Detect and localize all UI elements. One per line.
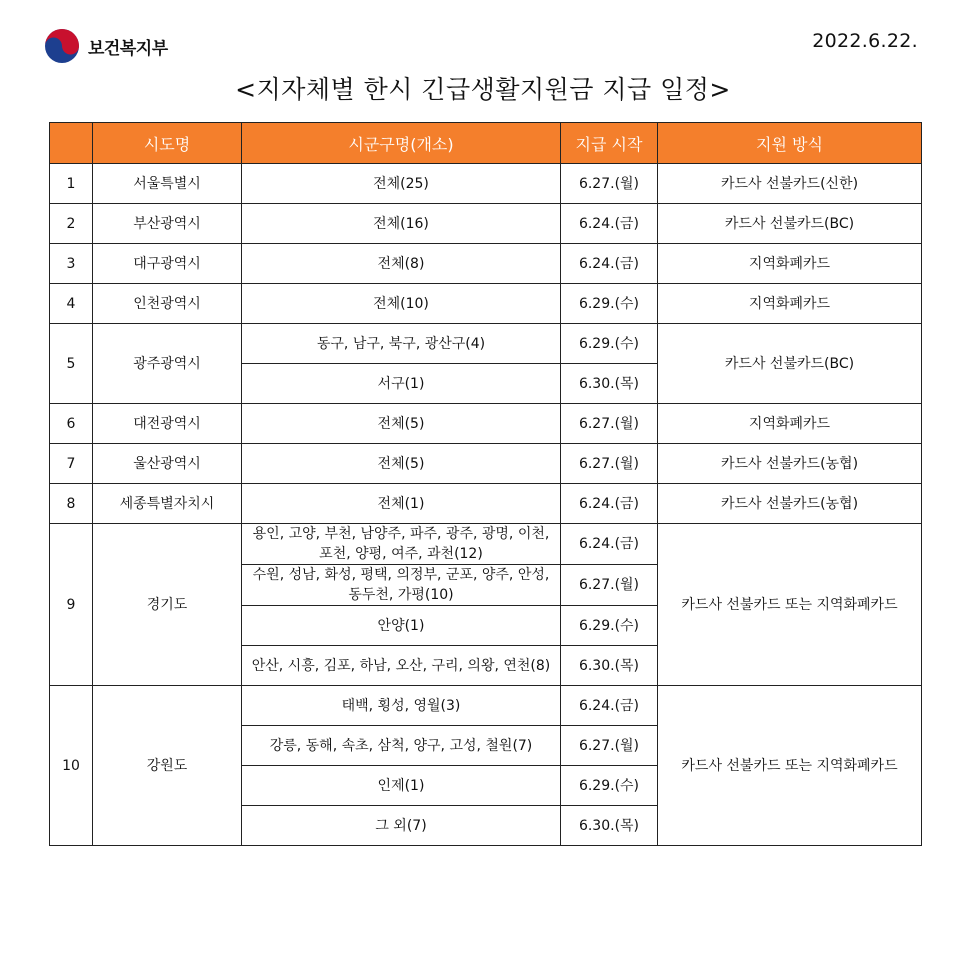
start-date: 6.24.(금) (561, 204, 658, 244)
region-name: 울산광역시 (93, 444, 242, 484)
start-date: 6.27.(월) (561, 565, 658, 606)
start-date: 6.27.(월) (561, 444, 658, 484)
district-list: 그 외(7) (242, 806, 561, 846)
support-method: 카드사 선불카드 또는 지역화폐카드 (658, 686, 922, 846)
region-name: 대전광역시 (93, 404, 242, 444)
region-name: 대구광역시 (93, 244, 242, 284)
table-body (50, 164, 922, 846)
row-number: 2 (50, 204, 93, 244)
row-number: 10 (50, 686, 93, 846)
header-number (50, 123, 93, 164)
table-row (50, 404, 922, 444)
row-number: 1 (50, 164, 93, 204)
start-date: 6.30.(목) (561, 646, 658, 686)
district-list: 전체(1) (242, 484, 561, 524)
start-date: 6.29.(수) (561, 284, 658, 324)
region-name: 부산광역시 (93, 204, 242, 244)
region-name: 경기도 (93, 524, 242, 686)
district-list: 전체(16) (242, 204, 561, 244)
region-name: 강원도 (93, 686, 242, 846)
start-date: 6.27.(월) (561, 404, 658, 444)
district-line: 용인, 고양, 부천, 남양주, 파주, 광주, 광명, 이천, (252, 526, 550, 542)
support-method: 지역화폐카드 (658, 244, 922, 284)
support-method: 카드사 선불카드(농협) (658, 444, 922, 484)
support-method: 카드사 선불카드(농협) (658, 484, 922, 524)
table-row (50, 444, 922, 484)
table-row (50, 686, 922, 726)
start-date: 6.27.(월) (561, 164, 658, 204)
support-method: 지역화폐카드 (658, 284, 922, 324)
district-list: 동구, 남구, 북구, 광산구(4) (242, 324, 561, 364)
support-method: 카드사 선불카드 또는 지역화폐카드 (658, 524, 922, 686)
document-date: 2022.6.22. (812, 30, 918, 52)
support-method: 카드사 선불카드(BC) (658, 204, 922, 244)
district-line: 수원, 성남, 화성, 평택, 의정부, 군포, 양주, 안성, (252, 567, 550, 583)
ministry-logo (44, 28, 168, 64)
district-list: 안산, 시흥, 김포, 하남, 오산, 구리, 의왕, 연천(8) (242, 646, 561, 686)
start-date: 6.27.(월) (561, 726, 658, 766)
table-row (50, 164, 922, 204)
table-row (50, 284, 922, 324)
region-name: 인천광역시 (93, 284, 242, 324)
start-date: 6.24.(금) (561, 686, 658, 726)
table-row (50, 484, 922, 524)
schedule-table (49, 122, 922, 846)
header-region: 시도명 (93, 123, 242, 164)
district-line: 동두천, 가평(10) (348, 587, 454, 603)
district-list: 전체(5) (242, 404, 561, 444)
row-number: 9 (50, 524, 93, 686)
header-method: 지원 방식 (658, 123, 922, 164)
start-date: 6.30.(목) (561, 806, 658, 846)
row-number: 3 (50, 244, 93, 284)
row-number: 8 (50, 484, 93, 524)
header-start-date: 지급 시작 (561, 123, 658, 164)
region-name: 세종특별자치시 (93, 484, 242, 524)
region-name: 서울특별시 (93, 164, 242, 204)
start-date: 6.30.(목) (561, 364, 658, 404)
table-row (50, 524, 922, 565)
row-number: 5 (50, 324, 93, 404)
district-list: 안양(1) (242, 606, 561, 646)
district-list (242, 565, 561, 606)
row-number: 7 (50, 444, 93, 484)
start-date: 6.24.(금) (561, 244, 658, 284)
ministry-name: 보건복지부 (88, 38, 168, 59)
table-row (50, 324, 922, 364)
taegeuk-logo-icon (44, 28, 80, 64)
table-header (50, 123, 922, 164)
start-date: 6.24.(금) (561, 524, 658, 565)
district-list: 강릉, 동해, 속초, 삼척, 양구, 고성, 철원(7) (242, 726, 561, 766)
district-list (242, 524, 561, 565)
support-method: 카드사 선불카드(BC) (658, 324, 922, 404)
district-list: 태백, 횡성, 영월(3) (242, 686, 561, 726)
support-method: 지역화폐카드 (658, 404, 922, 444)
row-number: 4 (50, 284, 93, 324)
support-method: 카드사 선불카드(신한) (658, 164, 922, 204)
start-date: 6.29.(수) (561, 766, 658, 806)
start-date: 6.29.(수) (561, 324, 658, 364)
region-name: 광주광역시 (93, 324, 242, 404)
header-row (50, 123, 922, 164)
start-date: 6.29.(수) (561, 606, 658, 646)
district-list: 전체(10) (242, 284, 561, 324)
row-number: 6 (50, 404, 93, 444)
district-list: 전체(25) (242, 164, 561, 204)
table-row (50, 244, 922, 284)
district-list: 인제(1) (242, 766, 561, 806)
district-list: 전체(5) (242, 444, 561, 484)
header-districts: 시군구명(개소) (242, 123, 561, 164)
district-list: 서구(1) (242, 364, 561, 404)
table-row (50, 204, 922, 244)
start-date: 6.24.(금) (561, 484, 658, 524)
page-title: <지자체별 한시 긴급생활지원금 지급 일정> (235, 75, 731, 104)
district-list: 전체(8) (242, 244, 561, 284)
district-line: 포천, 양평, 여주, 과천(12) (319, 546, 483, 562)
